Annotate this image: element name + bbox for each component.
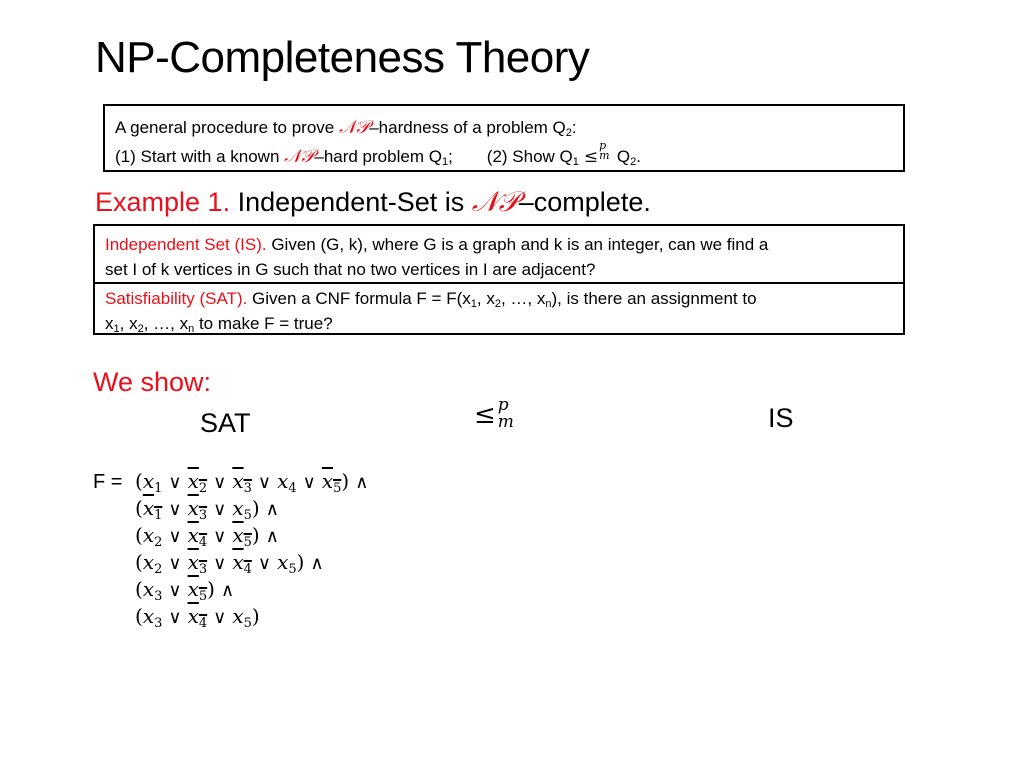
subscript: 2 [565, 127, 572, 139]
subscript: n [545, 298, 552, 310]
formula-lead: F = [93, 471, 123, 493]
procedure-box [103, 104, 905, 172]
close-paren: ) [341, 469, 350, 493]
example-label: Example 1. [95, 187, 231, 217]
literal-index: 5 [333, 481, 342, 496]
is-definition-text: Given (G, k), where G is a graph and k is an integer, can we find a [266, 235, 769, 254]
close-paren: ) [296, 550, 305, 574]
or-operator: ∨ [257, 553, 272, 574]
and-operator: ∧ [220, 580, 235, 601]
formula-line [93, 603, 374, 630]
literal-index: 1 [154, 481, 163, 496]
is-problem-label: IS [768, 403, 794, 433]
literal: $x_5$ [232, 604, 252, 631]
open-paren: ( [135, 469, 143, 493]
negated-literal: $x_3$ [232, 469, 252, 496]
literal-index: 2 [154, 562, 163, 577]
sat-definition-label: Satisfiability (SAT). [105, 289, 248, 308]
literal-index: 4 [288, 481, 297, 496]
or-operator: ∨ [168, 499, 182, 520]
page-title: NP-Completeness Theory [95, 33, 590, 82]
sat-definition-text: , …, x [143, 314, 189, 333]
and-operator: ∧ [265, 499, 279, 520]
negated-literal: $x_2$ [187, 469, 208, 496]
literal: $x_3$ [142, 604, 163, 631]
literal-index: 5 [198, 589, 208, 604]
formula-line [93, 522, 374, 549]
close-paren: ) [251, 523, 260, 547]
example-text: Independent-Set is [230, 187, 472, 217]
literal-index: 5 [243, 508, 252, 523]
subscript: n [188, 323, 195, 335]
negated-literal: $x_3$ [187, 496, 208, 523]
reduction-relation [474, 397, 514, 433]
subscript: 1 [572, 156, 579, 168]
and-operator: ∧ [355, 472, 369, 493]
literal: $x_2$ [142, 523, 163, 550]
literal-index: 4 [243, 562, 252, 577]
procedure-text: Q [612, 147, 631, 166]
is-definition-text: set I of k vertices in G such that no two vertices in I are adjacent? [105, 260, 596, 279]
subscript: 1 [113, 323, 120, 335]
literal-index: 3 [198, 562, 208, 577]
sat-definition-text: Given a CNF formula F = F(x [247, 289, 471, 308]
literal-index: 2 [154, 535, 163, 550]
literal-index: 3 [198, 508, 208, 523]
and-operator: ∧ [265, 526, 279, 547]
literal-index: 4 [198, 535, 208, 550]
subscript: 2 [137, 323, 144, 335]
open-paren: ( [135, 577, 143, 601]
formula-line [93, 468, 374, 495]
np-symbol: 𝒩𝒫 [338, 117, 370, 138]
sat-definition-text: , …, x [500, 289, 546, 308]
open-paren: ( [135, 496, 143, 520]
literal: $x_1$ [142, 469, 163, 496]
or-operator: ∨ [257, 472, 272, 493]
literal: $x_5$ [232, 496, 252, 523]
reduction-sub: m [497, 412, 514, 432]
procedure-line-2 [115, 139, 893, 172]
reduction-sup: p [599, 139, 607, 152]
procedure-text: –hard problem Q [314, 147, 442, 166]
formula-line [93, 576, 374, 603]
procedure-text: (2) Show Q [486, 147, 573, 166]
negated-literal: $x_4$ [187, 604, 208, 631]
negated-literal: $x_1$ [142, 496, 163, 523]
sat-definition-text: ), is there an assignment to [551, 289, 757, 308]
sat-definition [95, 284, 903, 333]
subscript: 2 [630, 156, 637, 168]
literal-index: 5 [288, 562, 297, 577]
literal-index: 1 [154, 508, 163, 523]
or-operator: ∨ [213, 553, 227, 574]
literal-index: 5 [243, 616, 252, 631]
np-symbol: 𝒩𝒫 [471, 185, 519, 218]
open-paren: ( [135, 523, 143, 547]
or-operator: ∨ [213, 526, 227, 547]
or-operator: ∨ [213, 472, 227, 493]
reduction-symbol: ≤ [474, 400, 496, 430]
or-operator: ∨ [213, 499, 227, 520]
literal-index: 5 [243, 535, 252, 550]
example-text: –complete. [518, 187, 651, 217]
literal: $x_4$ [277, 469, 297, 496]
negated-literal: $x_4$ [187, 523, 208, 550]
is-definition [95, 226, 903, 284]
formula-line [93, 549, 374, 576]
literal: $x_5$ [277, 550, 297, 577]
close-paren: ) [251, 604, 260, 628]
open-paren: ( [135, 550, 143, 574]
literal-index: 3 [154, 589, 163, 604]
we-show-heading: We show: [93, 367, 212, 397]
negated-literal: $x_3$ [187, 550, 208, 577]
literal-index: 2 [198, 481, 208, 496]
sat-definition-text: , x [476, 289, 495, 308]
procedure-text: . [636, 147, 641, 166]
sat-definition-text: to make F = true? [194, 314, 333, 333]
procedure-line-1 [115, 113, 893, 142]
literal-index: 4 [198, 616, 208, 631]
or-operator: ∨ [213, 607, 227, 628]
reduction-symbol: ≤ [583, 147, 599, 167]
and-operator: ∧ [310, 553, 324, 574]
sat-definition-text: , x [119, 314, 138, 333]
subscript: 1 [470, 298, 477, 310]
procedure-text: ; [448, 147, 453, 166]
negated-literal: $x_5$ [321, 469, 342, 496]
close-paren: ) [207, 577, 215, 601]
sat-problem-label: SAT [200, 408, 251, 438]
close-paren: ) [251, 496, 260, 520]
procedure-text: : [571, 118, 577, 137]
literal: $x_2$ [142, 550, 163, 577]
or-operator: ∨ [168, 580, 182, 601]
negated-literal: $x_5$ [187, 577, 208, 604]
subscript: 2 [494, 298, 501, 310]
or-operator: ∨ [168, 526, 182, 547]
open-paren: ( [135, 604, 143, 628]
procedure-text: A general procedure to prove [115, 118, 339, 137]
is-definition-label: Independent Set (IS). [105, 235, 267, 254]
or-operator: ∨ [168, 472, 182, 493]
or-operator: ∨ [168, 553, 182, 574]
literal-index: 3 [154, 616, 163, 631]
negated-literal: $x_4$ [232, 550, 252, 577]
cnf-formula [93, 468, 374, 630]
sat-definition-text: x [105, 314, 114, 333]
or-operator: ∨ [168, 607, 182, 628]
example-heading [95, 183, 651, 221]
subscript: 1 [441, 156, 449, 168]
literal-index: 3 [243, 481, 252, 496]
or-operator: ∨ [302, 472, 316, 493]
formula-line [93, 495, 374, 522]
procedure-text: –hardness of a problem Q [369, 118, 566, 137]
negated-literal: $x_5$ [232, 523, 252, 550]
reduction-sup: p [497, 395, 509, 415]
np-symbol: 𝒩𝒫 [284, 146, 315, 167]
definitions-box [93, 224, 905, 335]
literal: $x_3$ [142, 577, 163, 604]
reduction-sub: m [599, 149, 610, 162]
procedure-text: (1) Start with a known [115, 147, 285, 166]
